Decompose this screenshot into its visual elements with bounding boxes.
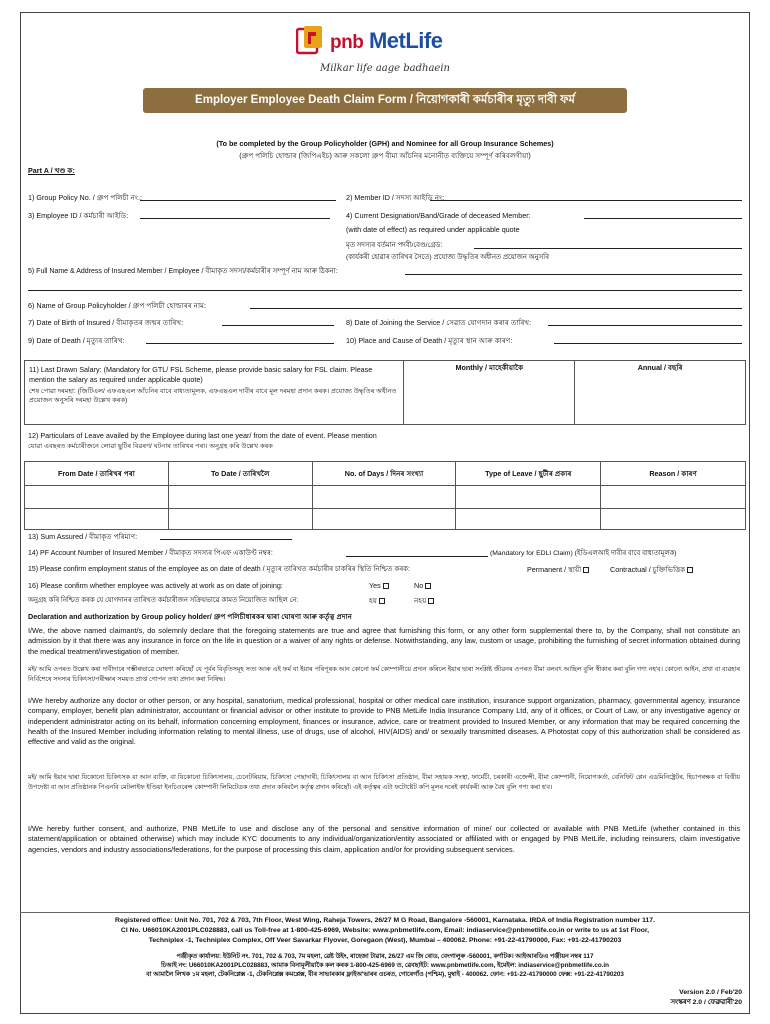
leave-col-to: To Date / তাৰিখলৈ xyxy=(168,462,312,486)
pnb-logo-icon xyxy=(296,26,324,56)
active-at-work-as-label: অনুগ্ৰহ কৰি নিশ্চিত কৰক যে যোগদানৰ তাৰিখত কৰ্মচাৰীজন সক্ৰিয়ভাৱে কামত নিয়োজিত আছিল নে: xyxy=(28,597,299,604)
logo-pnb: pnb xyxy=(330,32,364,53)
yes-option[interactable] xyxy=(369,581,389,591)
form-title: Employer Employee Death Claim Form / নিয়োগকাৰী কৰ্মচাৰীৰ মৃত্যু দাবী ফৰ্ম xyxy=(143,88,627,113)
leave-label-as: যোৱা এবছৰত কৰ্মচাৰীজনে লোৱা ছুটিৰ বিৱৰণ/ ঘটনাৰ তাৰিখৰ পৰা। অনুগ্ৰহ কৰি উল্লেখ কৰক xyxy=(28,443,273,450)
salary-monthly-cell[interactable] xyxy=(404,361,575,425)
yes-label: Yes xyxy=(369,581,381,590)
group-policy-input[interactable] xyxy=(140,200,336,201)
place-cause-input[interactable] xyxy=(554,343,742,344)
designation-note: (with date of effect) as required under applicable quote xyxy=(346,225,520,234)
no-option[interactable] xyxy=(414,581,431,591)
leave-cell[interactable] xyxy=(312,486,456,509)
permanent-checkbox[interactable] xyxy=(583,567,589,573)
declaration-p1-as: মই/ আমি ওপৰত উল্লেখ কৰা দাবীদাৰে গম্ভীৰভাৱে ঘোষণা কৰিছোঁ যে পূৰ্বৰ বিবৃতিসমূহ সত্য আৰু এই ফৰ্ম বা ইয়াৰ পৰিপূৰক আন কোনো ফৰ্ম কোম্পানীয়ে প্ৰদান কৰিলে ইয়াৰ দ্বাৰা সংশ্লিষ্ট জীৱনৰ ওপৰত বীমা বলবৎ আছিল বুলি স্বীকাৰ কৰা বুলি গণ্য নহ'ব। কোনো আইন, প্ৰথা বা ব্যৱহাৰ নিৰ্বিশেষে সদস্যৰ চিকিৎসা/পৰীক্ষাৰ সময়ত প্ৰাপ্ত গোপন তথ্য প্ৰদান কৰা নিষিদ্ধ। xyxy=(28,666,740,683)
permanent-option[interactable] xyxy=(527,565,589,575)
no-as-checkbox[interactable] xyxy=(428,598,434,604)
dob-label: 7) Date of Birth of Insured / বীমাকৃতৰ জন্মৰ তাৰিখ: xyxy=(28,318,184,327)
footer-en-line-1: Registered office: Unit No. 701, 702 & 703, 7th Floor, West Wing, Raheja Towers, 26/27 M G Road, Bangalore -560001, Karnataka. IRDA of India Registration number 117. xyxy=(115,917,655,924)
declaration-p2-as: মই/ আমি ইয়াৰ দ্বাৰা যিকোনো চিকিৎসক বা আন ব্যক্তি, বা যিকোনো চিকিৎসালয়, চেনেটৰিয়াম, চিকিৎসা পেছাদাৰী, চিকিৎসালয় বা আন চিকিৎসা প্ৰতিষ্ঠান, বীমা সহায়ক সংস্থা, ফাৰ্মেচী, চৰকাৰী এজেন্সী, বীমা কোম্পানী, নিয়োগকৰ্তা, বেনিফিট প্লেন এডমিনিষ্ট্ৰেটৰ, হিচাপৰক্ষক বা বিত্তীয় উপদেষ্টা বা আন প্ৰতিষ্ঠানক পিএনবি মেটলাইফ ইণ্ডিয়া ইনচিওৰেন্স কোম্পানী লিমিটেডক তথ্য প্ৰদান কৰিবলৈ কৰ্তৃত্ব প্ৰদান কৰিছোঁ। এই কৰ্তৃত্বৰ এটা ফটোষ্টেট কপি মূলৰ দৰেই কাৰ্যকৰী আৰু বৈধ বুলি গণ্য কৰা হ'ব। xyxy=(28,774,740,791)
employee-id-input[interactable] xyxy=(140,218,330,219)
part-a-label: Part A / খণ্ড ক: xyxy=(28,166,75,175)
place-cause-label: 10) Place and Cause of Death / মৃত্যুৰ স্থান আৰু কাৰণ: xyxy=(346,336,513,345)
salary-table xyxy=(24,360,746,425)
declaration-p1-en: I/We, the above named claimant/s, do solemnly declare that the foregoing statements are true and agree that furnishing this form, or any other form supplemental there to, by the Company, shall not constitute an admission by it that there was any insurance in force on the life in question or a waiver of any rights or defense. Notwithstanding, any law, custom or usage, prohibiting the furnishing of secret information obtained during the medical treatment/investigation of member. xyxy=(28,626,740,656)
yes-as-label: হয় xyxy=(369,596,378,605)
insured-name-address-line-2[interactable] xyxy=(28,290,742,291)
leave-cell[interactable] xyxy=(312,509,456,530)
dod-input[interactable] xyxy=(146,343,334,344)
sum-assured-input[interactable] xyxy=(160,539,292,540)
insured-name-address-input[interactable] xyxy=(405,274,742,275)
leave-cell[interactable] xyxy=(456,486,601,509)
salary-label-as: শেষ পোৱা দৰমহা: (জিটিএল/ এফএছএল আঁচনিৰ বাবে বাধ্যতামূলক, এফএছএল দাবীৰ বাবে মূল দৰমহা প্ৰদান কৰক। প্ৰযোজ্য উদ্ধৃতিৰ অধীনত প্ৰয়োজন অনুসৰি দৰমহা উল্লেখ কৰক) xyxy=(29,388,397,405)
subtitle-as: (গ্ৰুপ পলিচি হোল্ডাৰ (জিপিএইচ) আৰু সকলো গ্ৰুপ বীমা আঁচনিৰ মনোনীত ব্যক্তিয়ে সম্পূৰ্ণ কৰিবলগীয়া) xyxy=(239,151,531,160)
subtitle-en: (To be completed by the Group Policyholder (GPH) and Nominee for all Group Insurance Schemes) xyxy=(216,139,554,148)
tagline: Milkar life aage badhaein xyxy=(320,63,450,74)
salary-label-cell xyxy=(25,361,404,425)
salary-label-en: 11) Last Drawn Salary: (Mandatory for GTL/ FSL Scheme, please provide basic salary for FSL claim. Please mention the salary as required under applicable quote) xyxy=(29,365,373,384)
no-as-label: নহয় xyxy=(414,596,427,605)
permanent-label: Permanent / স্থায়ী xyxy=(527,565,582,574)
sum-assured-label: 13) Sum Assured / বীমাকৃত পৰিমাণ: xyxy=(28,532,138,541)
leave-cell[interactable] xyxy=(601,509,746,530)
dob-input[interactable] xyxy=(222,325,334,326)
footer-as-line-1: পঞ্জীকৃত কাৰ্যালয়: ইউনিট নং. 701, 702 & 703, 7ম মহলা, ৱেষ্ট উইং, ৰাহেজা টাৱাৰ, 26/27 এম জি ৰোড, বেংগালুৰু -560001, কৰ্ণাটক। আইআৰডিএ পঞ্জীয়ন নম্বৰ 117 xyxy=(176,953,594,960)
designation-input[interactable] xyxy=(584,218,742,219)
footer-as-line-2: চিআই নং: U66010KA2001PLC028883, আমাক বিনামূলীয়াকৈ কল কৰক 1-800-425-6969 ত, ৱেবছাইট: www.pnbmetlife.com, ইমেইল: indiaservice@pnbmetlife.co.in xyxy=(160,962,610,970)
dod-label: 9) Date of Death / মৃত্যুৰ তাৰিখ: xyxy=(28,336,125,345)
active-at-work-label: 16) Please confirm whether employee was actively at work as on date of joining: xyxy=(28,581,283,590)
leave-cell[interactable] xyxy=(601,486,746,509)
salary-annual-cell[interactable] xyxy=(575,361,746,425)
yes-checkbox[interactable] xyxy=(383,583,389,589)
footer-en-line-2: CI No. U66010KA2001PLC028883, call us Toll-free at 1-800-425-6969, Website: www.pnbmetlife.com, Email: indiaservice@pnbmetlife.co.in or write to us at 1st Floor, xyxy=(120,926,650,934)
contractual-label: Contractual / চুক্তিভিত্তিক xyxy=(610,565,686,574)
logo-metlife: MetLife xyxy=(368,28,443,53)
leave-table xyxy=(24,461,746,530)
declaration-p2-en: I/We hereby authorize any doctor or other person, or any hospital, sanatorium, medical professional, hospital or other medical care institution, insurance support organization, pharmacy, governmental agency, insurance company, employer, benefit plan administrator, accountant or financial advisor or other institute to provide to PNB MetLife India Insurance Company Ltd, any of it offices, or Court of Law, or any investigative agency or independent administrator acting on its behalf, information concerning employment, finances or insurance, advice, care or treatment provided to Insured Member, or any information that may be required concerning the health of the Insured Member including information relating to mental illness, use of drugs, use of alcohol, HIV(AIDS) and/ or sexually transmitted diseases. A Photostat copy of this authorization shall be considered as effective and valid as the original. xyxy=(28,696,740,747)
doj-input[interactable] xyxy=(548,325,742,326)
designation-as-input[interactable] xyxy=(474,248,742,249)
pf-account-input[interactable] xyxy=(346,556,488,557)
no-label: No xyxy=(414,581,424,590)
member-id-input[interactable] xyxy=(430,200,742,201)
leave-col-days: No. of Days / দিনৰ সংখ্যা xyxy=(312,462,456,486)
leave-row xyxy=(25,486,746,509)
doj-label: 8) Date of Joining the Service / সেৱাত যোগদান কৰাৰ তাৰিখ: xyxy=(346,318,532,327)
leave-cell[interactable] xyxy=(25,486,169,509)
footer-as xyxy=(20,952,750,979)
insured-name-address-label: 5) Full Name & Address of Insured Member / Employee / বীমাকৃত সদস্য/কৰ্মচাৰীৰ সম্পূৰ্ণ নাম আৰু ঠিকনা: xyxy=(28,268,338,275)
leave-col-reason: Reason / কাৰণ xyxy=(601,462,746,486)
pf-account-label: 14) PF Account Number of Insured Member / বীমাকৃত সদস্যৰ পিএফ একাউণ্ট নম্বৰ: xyxy=(28,550,273,557)
leave-cell[interactable] xyxy=(25,509,169,530)
salary-annual-label: Annual / বছৰি xyxy=(637,363,683,372)
leave-cell[interactable] xyxy=(168,509,312,530)
employee-id-label: 3) Employee ID / কৰ্মচাৰী আইডি: xyxy=(28,211,129,220)
footer-as-line-3: বা আমালৈ লিখক ১ম মহলা, টেকনিপ্লেক্স -1, টেকনিপ্লেক্স কমপ্লেক্স, বীৰ সাভাৰকাৰ ফ্লাইঅ'ভাৰৰ ওচৰত, গোৰেগাঁও (পশ্চিম), মুম্বাই - 400062. ফোন: +91-22-41790000 ফেক্স: +91-22-41790203 xyxy=(146,971,624,979)
leave-label-en: 12) Particulars of Leave availed by the Employee during last one year/ from the date of event. Please mention xyxy=(28,431,377,440)
policyholder-name-label: 6) Name of Group Policyholder / গ্ৰুপ পলিচী হোল্ডাৰৰ নাম: xyxy=(28,301,207,310)
leave-row xyxy=(25,509,746,530)
pnb-metlife-logo xyxy=(296,22,486,66)
declaration-p3-en: I/We hereby further consent, and authorize, PNB MetLife to use and disclose any of the personal and sensitive information of mine/ our collected or available with PNB MetLife (whether contained in this statement/application or obtained otherwise) which may include KYC documents to any individual/organization/entity associated or affiliated with or engaged by PNB MetLife, including reinsurers, claim investigative agencies, vendors and industry associations/federations, for the purpose of processing this claim, application and/or for providing subsequent services. xyxy=(28,824,740,854)
declaration-heading: Declaration and authorization by Group policy holder/ গ্ৰুপ পলিচীধাৰকৰ দ্বাৰা ঘোষণা আৰু কৰ্তৃত্ব প্ৰদান xyxy=(28,612,352,621)
leave-col-from: From Date / তাৰিখৰ পৰা xyxy=(25,462,169,486)
designation-label: 4) Current Designation/Band/Grade of deceased Member: xyxy=(346,211,531,220)
no-checkbox[interactable] xyxy=(425,583,431,589)
footer-en-line-3: Techniplex -1, Techniplex Complex, Off Veer Savarkar Flyover, Goregaon (West), Mumbai – 400062. Phone: +91-22-41790000, Fax: +91-22-41790203 xyxy=(148,936,622,944)
member-id-label: 2) Member ID / সদস্য আইডি নং: xyxy=(346,193,445,202)
footer-en xyxy=(20,916,750,946)
designation-as-note: (কাৰ্যকৰী হোৱাৰ তাৰিখৰ সৈতে) প্ৰযোজ্য উদ্ধৃতিৰ অধীনত প্ৰয়োজন অনুসৰি xyxy=(346,254,549,261)
leave-cell[interactable] xyxy=(456,509,601,530)
contractual-option[interactable] xyxy=(610,565,693,575)
footer-divider xyxy=(20,912,750,913)
contractual-checkbox[interactable] xyxy=(687,567,693,573)
version-en: Version 2.0 / Feb'20 xyxy=(679,989,742,996)
yes-as-option[interactable] xyxy=(369,596,385,606)
salary-monthly-label: Monthly / মাহেকীয়াকৈ xyxy=(455,363,524,372)
designation-as-label: মৃত সদস্যৰ বৰ্তমান পদবী/বেণ্ড/গ্ৰেড: xyxy=(346,242,443,249)
leave-cell[interactable] xyxy=(168,486,312,509)
yes-as-checkbox[interactable] xyxy=(379,598,385,604)
group-policy-label: 1) Group Policy No. / গ্ৰুপ পলিচী নং.: xyxy=(28,193,142,202)
policyholder-name-input[interactable] xyxy=(250,308,742,309)
no-as-option[interactable] xyxy=(414,596,434,606)
pf-account-note: (Mandatory for EDLI Claim) (ইডিএলআই দাবীৰ বাবে বাধ্যতামূলক) xyxy=(490,550,677,557)
leave-col-type: Type of Leave / ছুটীৰ প্ৰকাৰ xyxy=(456,462,601,486)
employment-status-label: 15) Please confirm employment status of the employee as on date of death / মৃত্যুৰ তাৰিখত কৰ্মচাৰীৰ চাকৰিৰ স্থিতি নিশ্চিত কৰক: xyxy=(28,566,411,573)
version-as: সংস্কৰণ 2.0 / ফেব্ৰুৱাৰী'20 xyxy=(670,999,742,1006)
